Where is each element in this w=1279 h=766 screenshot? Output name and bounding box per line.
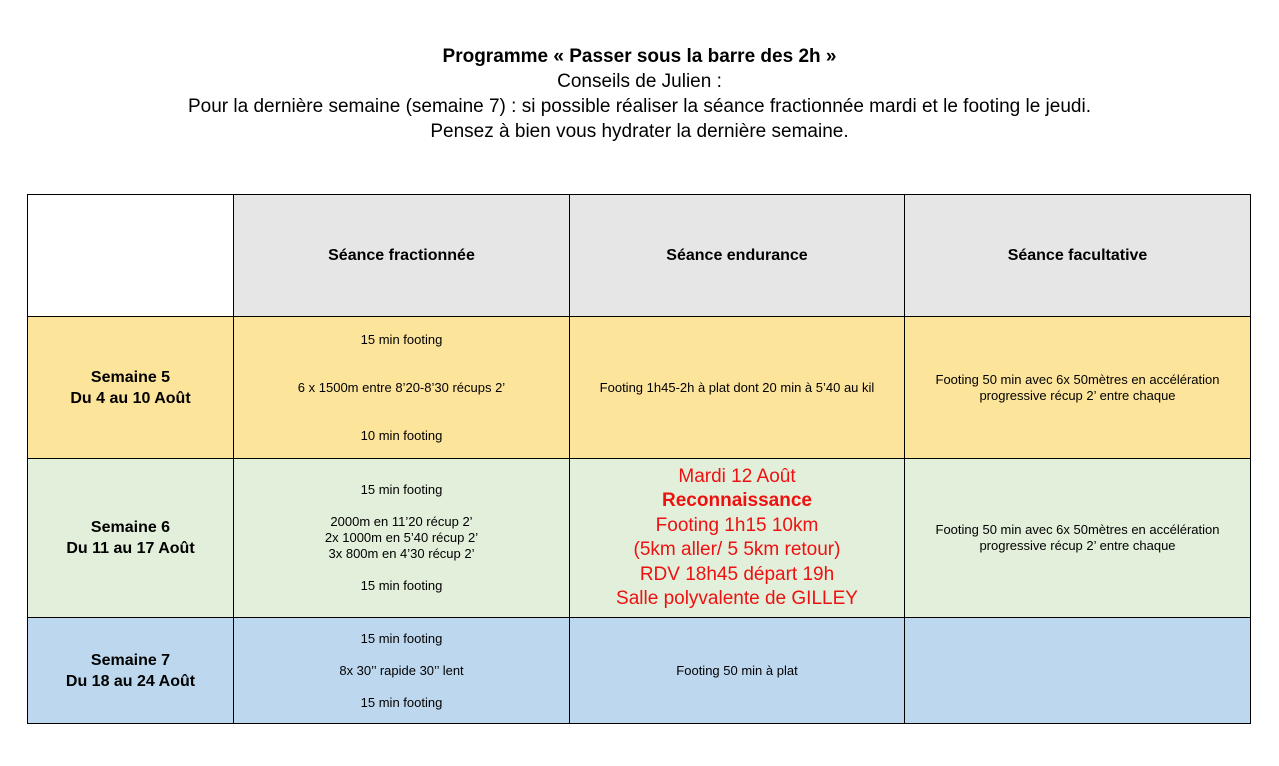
session-line: progressive récup 2’ entre chaque <box>979 387 1176 403</box>
session-line: Footing 50 min avec 6x 50mètres en accélération <box>935 522 1220 537</box>
table-row <box>28 317 1251 459</box>
week-label <box>28 459 234 618</box>
session-line: 2000m en 11’20 récup 2’ <box>330 514 473 529</box>
session-line: 2x 1000m en 5’40 récup 2’ <box>324 530 479 545</box>
col-header-endurance: Séance endurance <box>570 195 905 317</box>
session-line <box>234 562 569 578</box>
session-line: 15 min footing <box>360 578 443 593</box>
endurance-cell <box>570 317 905 459</box>
col-header-facultative: Séance facultative <box>905 195 1251 317</box>
session-line: Footing 50 min avec 6x 50mètres en accélération <box>935 371 1220 387</box>
session-line: 15 min footing <box>360 630 443 646</box>
session-line: progressive récup 2’ entre chaque <box>979 538 1176 553</box>
session-line <box>234 647 569 663</box>
event-date: Mardi 12 Août <box>678 465 796 487</box>
session-line <box>234 412 569 428</box>
session-line: 15 min footing <box>360 482 443 497</box>
hydration-line: Pensez à bien vous hydrater la dernière semaine. <box>430 121 849 142</box>
week-dates: Du 18 au 24 Août <box>65 672 196 690</box>
table-row <box>28 459 1251 618</box>
session-line <box>234 679 569 695</box>
facultative-cell <box>905 317 1251 459</box>
page-header <box>0 44 1279 144</box>
fractionnee-cell <box>234 618 570 724</box>
event-location: Salle polyvalente de GILLEY <box>616 588 858 609</box>
col-header-fractionnee: Séance fractionnée <box>234 195 570 317</box>
session-line <box>234 364 569 380</box>
session-line <box>234 396 569 412</box>
event-time: RDV 18h45 départ 19h <box>639 563 835 585</box>
week-name: Semaine 7 <box>90 651 171 669</box>
session-line: 8x 30’’ rapide 30’’ lent <box>339 662 464 678</box>
week-name: Semaine 5 <box>90 368 171 386</box>
week-name: Semaine 6 <box>90 519 171 536</box>
week-label <box>28 317 234 459</box>
event-route: (5km aller/ 5 5km retour) <box>633 539 841 560</box>
session-line: 15 min footing <box>360 331 443 347</box>
table-row <box>28 618 1251 724</box>
fractionnee-cell <box>234 317 570 459</box>
table-header-row <box>28 195 1251 317</box>
event-title: Reconnaissance <box>662 490 812 511</box>
session-line <box>234 348 569 364</box>
session-line: 3x 800m en 4’30 récup 2’ <box>328 546 475 561</box>
program-title: Programme « Passer sous la barre des 2h » <box>442 46 837 67</box>
facultative-cell <box>905 459 1251 618</box>
session-line <box>234 498 569 514</box>
advice-line: Pour la dernière semaine (semaine 7) : si possible réaliser la séance fractionnée mardi et le footing le jeudi. <box>188 96 1091 117</box>
week-dates: Du 4 au 10 Août <box>70 389 191 407</box>
session-line: 15 min footing <box>360 694 443 710</box>
week-dates: Du 11 au 17 Août <box>66 540 195 557</box>
event-run: Footing 1h15 10km <box>655 514 819 536</box>
week-label <box>28 618 234 724</box>
endurance-cell-highlight <box>570 459 905 618</box>
session-line: 10 min footing <box>360 427 443 443</box>
endurance-cell <box>570 618 905 724</box>
session-line: Footing 1h45-2h à plat dont 20 min à 5’40 au kil <box>599 379 875 395</box>
training-table <box>27 194 1251 724</box>
advice-heading: Conseils de Julien : <box>557 71 722 92</box>
facultative-cell-empty <box>905 618 1251 724</box>
session-line: Footing 50 min à plat <box>676 662 798 678</box>
session-line: 6 x 1500m entre 8’20-8’30 récups 2’ <box>297 379 506 395</box>
fractionnee-cell <box>234 459 570 618</box>
corner-cell <box>28 195 234 317</box>
